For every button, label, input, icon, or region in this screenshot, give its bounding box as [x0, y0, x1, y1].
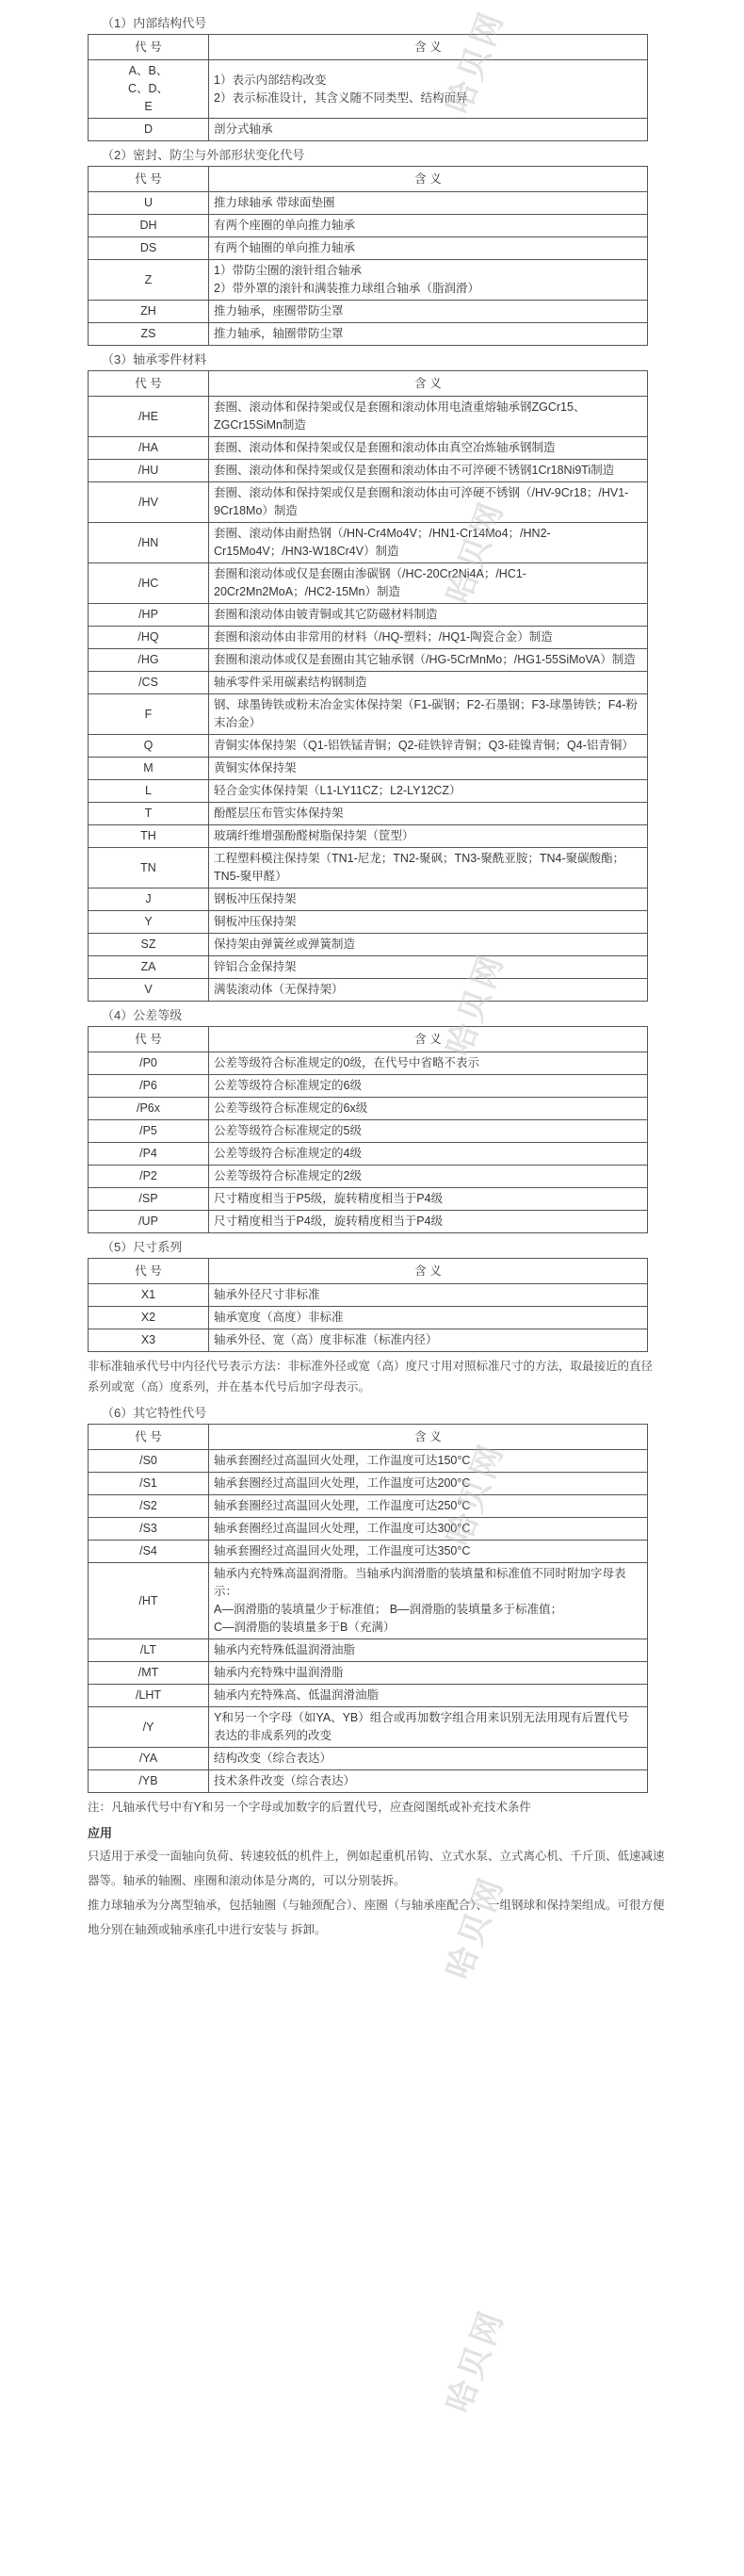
meaning-line: 套圈、滚动体和保持架或仅是套圈和滚动体由不可淬硬不锈钢1Cr18Ni9Ti制造	[214, 464, 615, 477]
header-code: 代 号	[89, 1259, 209, 1284]
meaning-cell	[209, 1495, 648, 1518]
code-cell: /LHT	[89, 1685, 209, 1707]
meaning-cell	[209, 119, 648, 141]
table-row	[89, 119, 648, 141]
meaning-line: 套圈和滚动体或仅是套圈由其它轴承钢（/HG-5CrMnMo；/HG1-55SiMoVA）制造	[214, 653, 636, 666]
code-cell: L	[89, 780, 209, 803]
meaning-line: 推力轴承，座圈带防尘罩	[214, 304, 344, 318]
meaning-cell	[209, 1450, 648, 1473]
meaning-cell	[209, 460, 648, 482]
application-title: 应用	[88, 1826, 113, 1840]
table-row	[89, 780, 648, 803]
code-cell: DH	[89, 215, 209, 237]
meaning-cell	[209, 523, 648, 563]
table-row	[89, 1052, 648, 1075]
header-code: 代 号	[89, 167, 209, 192]
header-meaning: 含 义	[209, 35, 648, 60]
meaning-cell	[209, 758, 648, 780]
code-cell: ZA	[89, 956, 209, 979]
table-row	[89, 735, 648, 758]
meaning-cell	[209, 649, 648, 672]
application-paragraph: 推力球轴承为分离型轴承，包括轴圈（与轴颈配合）、座圈（与轴承座配合）、一组钢球和保持架组成。可很方便地分别在轴颈或轴承座孔中进行安装与 拆卸。	[88, 1899, 665, 1936]
code-cell: X1	[89, 1284, 209, 1307]
meaning-line: 黄铜实体保持架	[214, 761, 297, 774]
table-row	[89, 1541, 648, 1563]
table-row	[89, 1707, 648, 1748]
meaning-cell	[209, 260, 648, 301]
meaning-line: 有两个轴圈的单向推力轴承	[214, 241, 356, 254]
code-cell: /SP	[89, 1188, 209, 1211]
meaning-line: 保持架由弹簧丝或弹簧制造	[214, 937, 356, 951]
meaning-cell	[209, 735, 648, 758]
section-title: （5）尺寸系列	[102, 1240, 183, 1254]
meaning-cell	[209, 780, 648, 803]
meaning-cell	[209, 627, 648, 649]
meaning-cell	[209, 1563, 648, 1639]
code-cell: /S1	[89, 1473, 209, 1495]
meaning-cell	[209, 1748, 648, 1770]
code-cell: TN	[89, 848, 209, 889]
header-meaning: 含 义	[209, 1425, 648, 1450]
code-cell: /HU	[89, 460, 209, 482]
table-row	[89, 1211, 648, 1233]
code-cell: /CS	[89, 672, 209, 694]
meaning-cell	[209, 672, 648, 694]
table-row	[89, 694, 648, 735]
code-cell: ZH	[89, 301, 209, 323]
table-row	[89, 758, 648, 780]
table-row	[89, 649, 648, 672]
table-row	[89, 1518, 648, 1541]
table-row	[89, 956, 648, 979]
table-row	[89, 215, 648, 237]
section-title: （6）其它特性代号	[102, 1406, 207, 1420]
meaning-line: 轴承套圈经过高温回火处理，工作温度可达150°C	[214, 1454, 471, 1467]
table-row	[89, 1473, 648, 1495]
code-cell: /Y	[89, 1707, 209, 1748]
meaning-cell	[209, 301, 648, 323]
table-header-row	[89, 35, 648, 60]
meaning-line: 1）表示内部结构改变	[214, 73, 327, 87]
table-row	[89, 1685, 648, 1707]
header-code: 代 号	[89, 1027, 209, 1052]
meaning-line: 轴承套圈经过高温回火处理，工作温度可达300°C	[214, 1522, 471, 1535]
table-row	[89, 323, 648, 346]
meaning-line: 套圈和滚动体由铍青铜或其它防磁材料制造	[214, 608, 438, 621]
meaning-cell	[209, 1662, 648, 1685]
code-cell: M	[89, 758, 209, 780]
meaning-cell	[209, 1098, 648, 1120]
code-cell: /HV	[89, 482, 209, 523]
table-row	[89, 397, 648, 437]
meaning-line: 钢板冲压保持架	[214, 892, 297, 905]
section-note: 注：凡轴承代号中有Y和另一个字母或加数字的后置代号，应查阅图纸或补充技术条件	[88, 1801, 531, 1814]
code-cell: DS	[89, 237, 209, 260]
table-row	[89, 563, 648, 604]
meaning-line: 有两个座圈的单向推力轴承	[214, 219, 356, 232]
meaning-line: 轴承内充特殊低温润滑油脂	[214, 1643, 356, 1656]
code-cell: TH	[89, 825, 209, 848]
table-row	[89, 825, 648, 848]
table-header-row	[89, 167, 648, 192]
table-row	[89, 437, 648, 460]
watermark: 哈贝网	[440, 947, 511, 1061]
watermark: 哈贝网	[440, 1870, 511, 1984]
section-note: 非标准轴承代号中内径代号表示方法：非标准外径或宽（高）度尺寸用对照标准尺寸的方法，取最接近的直径系列或宽（高）度系列，并在基本代号后加字母表示。	[88, 1360, 654, 1394]
table-row	[89, 1120, 648, 1143]
code-cell: Y	[89, 911, 209, 934]
code-cell: /HE	[89, 397, 209, 437]
meaning-line: 轴承套圈经过高温回火处理，工作温度可达350°C	[214, 1544, 471, 1557]
table-row	[89, 1662, 648, 1685]
spec-table	[88, 370, 648, 1002]
table-row	[89, 482, 648, 523]
meaning-cell	[209, 1166, 648, 1188]
meaning-line: 轴承套圈经过高温回火处理，工作温度可达250°C	[214, 1499, 471, 1512]
code-cell: /P6x	[89, 1098, 209, 1120]
meaning-line: 结构改变（综合表达）	[214, 1752, 332, 1765]
code-cell: SZ	[89, 934, 209, 956]
application-paragraph: 只适用于承受一面轴向负荷、转速较低的机件上，例如起重机吊钩、立式水泵、立式离心机、千斤顶、低速减速器等。轴承的轴圈、座圈和滚动体是分离的，可以分别装拆。	[88, 1850, 665, 1887]
meaning-line: 公差等级符合标准规定的6x级	[214, 1101, 368, 1115]
spec-table	[88, 1026, 648, 1233]
spec-table	[88, 1258, 648, 1352]
meaning-line: 推力球轴承 带球面垫圈	[214, 196, 335, 209]
meaning-line: 玻璃纤维增强酚醛树脂保持架（筐型）	[214, 829, 414, 842]
table-row	[89, 237, 648, 260]
table-header-row	[89, 1425, 648, 1450]
watermark: 哈贝网	[440, 1437, 511, 1551]
code-cell: /HC	[89, 563, 209, 604]
table-row	[89, 1166, 648, 1188]
meaning-line: 推力轴承，轴圈带防尘罩	[214, 327, 344, 340]
meaning-line: 满装滚动体（无保持架）	[214, 983, 344, 996]
meaning-line: 2）表示标准设计，其含义随不同类型、结构而异	[214, 90, 468, 105]
section-title: （4）公差等级	[102, 1008, 183, 1022]
meaning-line: 轴承外径、宽（高）度非标准（标准内径）	[214, 1333, 438, 1346]
code-cell: /HQ	[89, 627, 209, 649]
code-cell: D	[89, 119, 209, 141]
meaning-cell	[209, 825, 648, 848]
meaning-cell	[209, 60, 648, 119]
meaning-line: 轴承套圈经过高温回火处理，工作温度可达200°C	[214, 1476, 471, 1490]
table-row	[89, 301, 648, 323]
spec-table	[88, 34, 648, 141]
table-row	[89, 60, 648, 119]
meaning-line: 铜板冲压保持架	[214, 915, 297, 928]
meaning-cell	[209, 1685, 648, 1707]
meaning-cell	[209, 397, 648, 437]
code-cell: /HA	[89, 437, 209, 460]
meaning-cell	[209, 215, 648, 237]
table-row	[89, 672, 648, 694]
meaning-cell	[209, 1120, 648, 1143]
table-row	[89, 889, 648, 911]
section-title: （1）内部结构代号	[102, 16, 207, 30]
meaning-cell	[209, 237, 648, 260]
header-code: 代 号	[89, 1425, 209, 1450]
code-cell: /P5	[89, 1120, 209, 1143]
section-title: （3）轴承零件材料	[102, 352, 207, 367]
watermark: 哈贝网	[440, 2304, 511, 2418]
code-cell: /LT	[89, 1639, 209, 1662]
meaning-cell	[209, 563, 648, 604]
meaning-cell	[209, 934, 648, 956]
meaning-cell	[209, 1052, 648, 1075]
code-cell: /YA	[89, 1748, 209, 1770]
code-cell: /P6	[89, 1075, 209, 1098]
meaning-line: 青铜实体保持架（Q1-铝铁锰青铜；Q2-硅铁锌青铜；Q3-硅镍青铜；Q4-铝青铜）	[214, 739, 634, 752]
header-meaning: 含 义	[209, 371, 648, 397]
code-cell: Z	[89, 260, 209, 301]
section-title: （2）密封、防尘与外部形状变化代号	[102, 148, 305, 162]
meaning-line: 套圈、滚动体由耐热钢（/HN-Cr4Mo4V；/HN1-Cr14Mo4；/HN2-Cr15Mo4V；/HN3-W18Cr4V）制造	[214, 527, 551, 558]
meaning-line: 锌铝合金保持架	[214, 960, 297, 973]
meaning-cell	[209, 694, 648, 735]
meaning-cell	[209, 911, 648, 934]
meaning-cell	[209, 1639, 648, 1662]
table-row	[89, 1639, 648, 1662]
watermark: 哈贝网	[440, 495, 511, 609]
header-meaning: 含 义	[209, 1027, 648, 1052]
meaning-cell	[209, 604, 648, 627]
code-cell: /P2	[89, 1166, 209, 1188]
meaning-line: 公差等级符合标准规定的4级	[214, 1147, 362, 1160]
table-row	[89, 848, 648, 889]
code-cell: T	[89, 803, 209, 825]
meaning-cell	[209, 1284, 648, 1307]
meaning-line: 套圈和滚动体由非常用的材料（/HQ-塑料；/HQ1-陶瓷合金）制造	[214, 630, 553, 644]
table-row	[89, 1770, 648, 1793]
code-cell: Q	[89, 735, 209, 758]
table-row	[89, 1075, 648, 1098]
table-row	[89, 604, 648, 627]
meaning-line: 公差等级符合标准规定的5级	[214, 1124, 362, 1137]
header-code: 代 号	[89, 371, 209, 397]
table-row	[89, 1143, 648, 1166]
meaning-line: 套圈、滚动体和保持架或仅是套圈和滚动体由真空冶炼轴承钢制造	[214, 441, 556, 454]
meaning-cell	[209, 1770, 648, 1793]
meaning-line: 套圈和滚动体或仅是套圈由渗碳钢（/HC-20Cr2Ni4A；/HC1-20Cr2Mn2MoA；/HC2-15Mn）制造	[214, 567, 526, 598]
table-row	[89, 1284, 648, 1307]
code-cell: X3	[89, 1329, 209, 1352]
meaning-cell	[209, 1518, 648, 1541]
meaning-line: Y和另一个字母（如YA、YB）组合或再加数字组合用来识别无法用现有后置代号表达的非成系列的改变	[214, 1711, 629, 1742]
meaning-cell	[209, 1329, 648, 1352]
code-cell: /S0	[89, 1450, 209, 1473]
meaning-line: 轴承零件采用碳素结构钢制造	[214, 676, 367, 689]
table-row	[89, 934, 648, 956]
meaning-cell	[209, 1143, 648, 1166]
code-cell: /HT	[89, 1563, 209, 1639]
meaning-cell	[209, 1307, 648, 1329]
table-row	[89, 1098, 648, 1120]
table-header-row	[89, 1027, 648, 1052]
meaning-line: 工程塑料模注保持架（TN1-尼龙；TN2-聚砜；TN3-聚酰亚胺；TN4-聚碳酸酯；TN5-聚甲醛）	[214, 852, 625, 883]
code-cell: /S3	[89, 1518, 209, 1541]
table-row	[89, 803, 648, 825]
code-cell: X2	[89, 1307, 209, 1329]
table-header-row	[89, 371, 648, 397]
table-row	[89, 979, 648, 1002]
code-cell: U	[89, 192, 209, 215]
meaning-cell	[209, 956, 648, 979]
code-cell: A、B、 C、D、 E	[89, 60, 209, 119]
watermark: 哈贝网	[440, 5, 511, 119]
table-row	[89, 1450, 648, 1473]
spec-table	[88, 166, 648, 346]
table-header-row	[89, 1259, 648, 1284]
header-meaning: 含 义	[209, 167, 648, 192]
table-row	[89, 1748, 648, 1770]
meaning-line: 轴承宽度（高度）非标准	[214, 1311, 344, 1324]
meaning-cell	[209, 889, 648, 911]
table-row	[89, 1495, 648, 1518]
code-cell: F	[89, 694, 209, 735]
meaning-line: 公差等级符合标准规定的0级，在代号中省略不表示	[214, 1056, 479, 1069]
meaning-line: 尺寸精度相当于P4级，旋转精度相当于P4级	[214, 1215, 444, 1228]
code-cell: /P0	[89, 1052, 209, 1075]
meaning-line: A—润滑脂的装填量少于标准值； B—润滑脂的装填量多于标准值；	[214, 1603, 563, 1616]
meaning-line: 尺寸精度相当于P5级，旋转精度相当于P4级	[214, 1192, 444, 1205]
meaning-line: 公差等级符合标准规定的2级	[214, 1169, 362, 1182]
code-cell: /S4	[89, 1541, 209, 1563]
meaning-line: 公差等级符合标准规定的6级	[214, 1079, 362, 1092]
table-row	[89, 1329, 648, 1352]
table-row	[89, 911, 648, 934]
table-row	[89, 460, 648, 482]
meaning-line: 套圈、滚动体和保持架或仅是套圈和滚动体由可淬硬不锈钢（/HV-9Cr18；/HV1-9Cr18Mo）制造	[214, 486, 629, 517]
code-cell: J	[89, 889, 209, 911]
table-row	[89, 1563, 648, 1639]
code-cell: /S2	[89, 1495, 209, 1518]
meaning-cell	[209, 437, 648, 460]
meaning-cell	[209, 1211, 648, 1233]
table-row	[89, 523, 648, 563]
code-cell: ZS	[89, 323, 209, 346]
meaning-line: 轻合金实体保持架（L1-LY11CZ；L2-LY12CZ）	[214, 784, 461, 797]
code-cell: V	[89, 979, 209, 1002]
code-cell: /MT	[89, 1662, 209, 1685]
meaning-cell	[209, 192, 648, 215]
meaning-line: 轴承内充特殊高温润滑脂。当轴承内润滑脂的装填量和标准值不同时附加字母表示：	[214, 1567, 626, 1598]
header-code: 代 号	[89, 35, 209, 60]
meaning-line: 轴承内充特殊中温润滑脂	[214, 1666, 344, 1679]
code-cell: /HN	[89, 523, 209, 563]
meaning-line: 钢、球墨铸铁或粉末冶金实体保持架（F1-碳钢；F2-石墨钢；F3-球墨铸铁；F4-粉末冶金）	[214, 698, 639, 729]
meaning-cell	[209, 979, 648, 1002]
header-meaning: 含 义	[209, 1259, 648, 1284]
meaning-cell	[209, 482, 648, 523]
meaning-cell	[209, 1473, 648, 1495]
meaning-line: 酚醛层压布管实体保持架	[214, 807, 344, 820]
spec-table	[88, 1424, 648, 1793]
meaning-cell	[209, 1188, 648, 1211]
code-cell: /HG	[89, 649, 209, 672]
meaning-cell	[209, 323, 648, 346]
table-row	[89, 192, 648, 215]
meaning-line: C—润滑脂的装填量多于B（充满）	[214, 1621, 396, 1634]
table-row	[89, 627, 648, 649]
meaning-cell	[209, 803, 648, 825]
code-cell: /YB	[89, 1770, 209, 1793]
meaning-cell	[209, 1075, 648, 1098]
code-cell: /HP	[89, 604, 209, 627]
meaning-line: 2）带外罩的滚针和满装推力球组合轴承（脂润滑）	[214, 282, 479, 295]
meaning-cell	[209, 1541, 648, 1563]
meaning-line: 轴承外径尺寸非标准	[214, 1288, 320, 1301]
meaning-line: 轴承内充特殊高、低温润滑油脂	[214, 1688, 380, 1702]
meaning-line: 剖分式轴承	[214, 122, 273, 136]
code-cell: /P4	[89, 1143, 209, 1166]
table-row	[89, 260, 648, 301]
meaning-line: 1）带防尘圈的滚针组合轴承	[214, 264, 362, 277]
meaning-line: 套圈、滚动体和保持架或仅是套圈和滚动体用电渣重熔轴承钢ZGCr15、ZGCr15SiMn制造	[214, 400, 586, 432]
meaning-cell	[209, 848, 648, 889]
meaning-cell	[209, 1707, 648, 1748]
table-row	[89, 1307, 648, 1329]
code-cell: /UP	[89, 1211, 209, 1233]
meaning-line: 技术条件改变（综合表达）	[214, 1774, 356, 1787]
table-row	[89, 1188, 648, 1211]
